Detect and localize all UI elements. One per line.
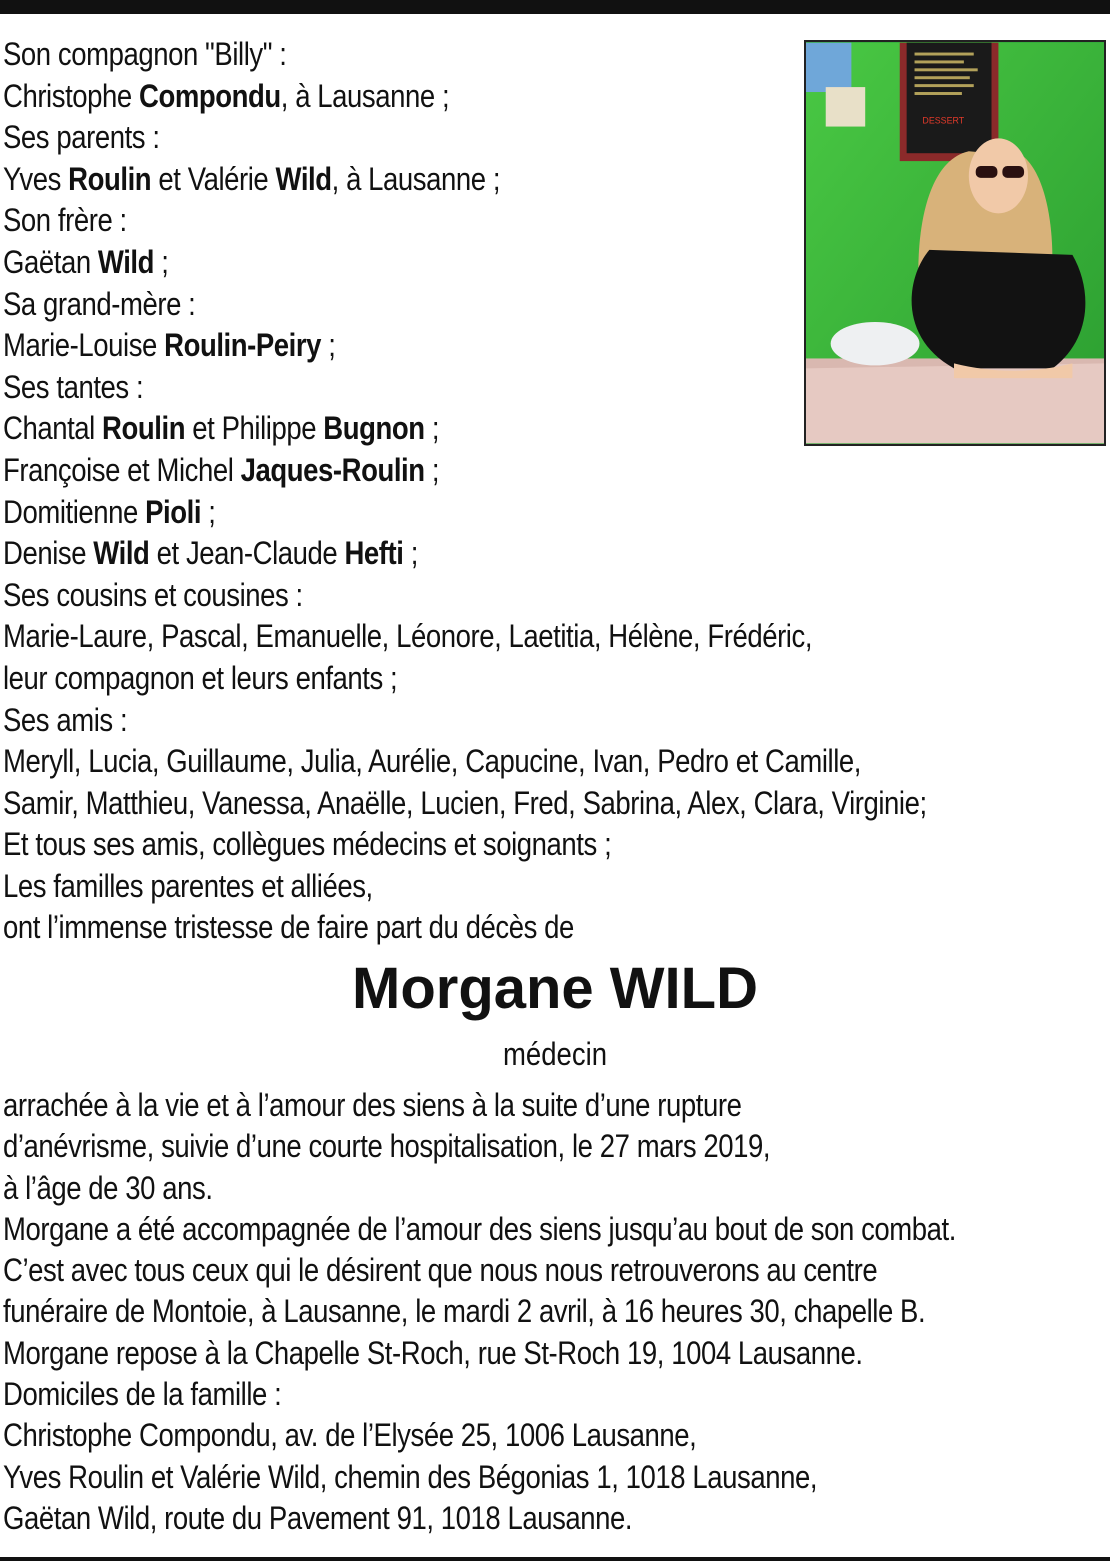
family-line (3, 658, 1018, 700)
family-line (3, 783, 1018, 825)
family-surname: Jaques-Roulin (240, 451, 425, 488)
family-line (3, 700, 1018, 742)
family-surname: Pioli (145, 493, 202, 530)
family-text: Samir, Matthieu, Vanessa, Anaëlle, Lucien, Fred, Sabrina, Alex, Clara, Virginie; (3, 784, 927, 821)
family-text: ; (424, 410, 440, 447)
family-line (3, 367, 682, 409)
announcement-text (3, 1085, 1110, 1539)
bottom-rule (0, 1557, 1110, 1561)
family-surname: Bugnon (323, 410, 425, 447)
family-surname: Roulin-Peiry (164, 327, 322, 364)
family-list (3, 34, 927, 949)
announcement-line: funéraire de Montoie, à Lausanne, le mardi 2 avril, à 16 heures 30, chapelle B. (3, 1293, 926, 1330)
family-text: Christophe (3, 77, 140, 114)
family-surname: Roulin (68, 160, 152, 197)
family-line (3, 824, 1018, 866)
family-surname: Wild (97, 243, 155, 280)
family-text: Denise (3, 535, 94, 572)
family-text: Françoise et Michel (3, 451, 241, 488)
family-text: Gaëtan (3, 243, 98, 280)
family-text: Yves (3, 160, 69, 197)
family-line (3, 533, 682, 575)
family-surname: Wild (275, 160, 332, 197)
top-rule (0, 0, 1110, 14)
family-line (3, 575, 682, 617)
family-text: Chantal (3, 410, 103, 447)
family-text: , à Lausanne ; (331, 160, 501, 197)
family-text: ont l’immense tristesse de faire part du décès de (3, 909, 574, 946)
deceased-name: Morgane WILD (352, 956, 758, 1021)
family-line (3, 450, 682, 492)
family-surname: Compondu (139, 77, 281, 114)
announcement-line: Christophe Compondu, av. de l’Elysée 25, 1006 Lausanne, (3, 1417, 697, 1454)
family-text: Les familles parentes et alliées, (3, 867, 373, 904)
family-line (3, 325, 682, 367)
family-text: ; (321, 327, 336, 364)
family-text: et Jean-Claude (149, 535, 345, 572)
family-text: Sa grand-mère : (3, 285, 196, 322)
family-text: ; (201, 493, 216, 530)
announcement-line: Morgane repose à la Chapelle St-Roch, rue St-Roch 19, 1004 Lausanne. (3, 1334, 863, 1371)
family-text: Ses tantes : (3, 368, 144, 405)
family-text: ; (154, 243, 169, 280)
family-text: Marie-Louise (3, 327, 165, 364)
family-text: et Philippe (185, 410, 324, 447)
family-line (3, 907, 1018, 949)
family-line (3, 200, 682, 242)
announcement-line: à l’âge de 30 ans. (3, 1169, 213, 1206)
menu-sign-text: DESSERT (922, 115, 965, 126)
family-text: Meryll, Lucia, Guillaume, Julia, Aurélie, Capucine, Ivan, Pedro et Camille, (3, 743, 861, 780)
family-text: Ses parents : (3, 119, 160, 156)
family-text: Ses cousins et cousines : (3, 576, 303, 613)
family-line (3, 76, 682, 118)
family-text: Et tous ses amis, collègues médecins et soignants ; (3, 826, 612, 863)
family-text: , à Lausanne ; (280, 77, 450, 114)
family-line (3, 34, 682, 76)
family-text: Son compagnon "Billy" : (3, 36, 287, 72)
family-text: Ses amis : (3, 701, 128, 738)
family-text: ; (403, 535, 418, 572)
family-line (3, 492, 682, 534)
family-text: Domitienne (3, 493, 146, 530)
family-surname: Wild (93, 535, 150, 572)
family-text: ; (424, 451, 440, 488)
family-surname: Hefti (344, 535, 404, 572)
announcement-line: Gaëtan Wild, route du Pavement 91, 1018 Lausanne. (3, 1499, 633, 1536)
family-text: et Valérie (151, 160, 276, 197)
announcement-line: Domiciles de la famille : (3, 1376, 282, 1413)
family-line (3, 616, 1018, 658)
family-line (3, 284, 682, 326)
announcement-line: d’anévrisme, suivie d’une courte hospitalisation, le 27 mars 2019, (3, 1128, 771, 1165)
family-line (3, 741, 1018, 783)
portrait-photo (804, 40, 1106, 446)
family-line (3, 866, 1018, 908)
family-text: Marie-Laure, Pascal, Emanuelle, Léonore, Laetitia, Hélène, Frédéric, (3, 618, 813, 655)
family-line (3, 117, 682, 159)
family-text: Son frère : (3, 202, 127, 239)
portrait-illustration (806, 42, 1104, 444)
announcement-line: Yves Roulin et Valérie Wild, chemin des Bégonias 1, 1018 Lausanne, (3, 1458, 818, 1495)
family-line (3, 242, 682, 284)
family-surname: Roulin (102, 410, 186, 447)
family-line (3, 159, 682, 201)
announcement-line: C’est avec tous ceux qui le désirent que nous nous retrouverons au centre (3, 1252, 878, 1289)
deceased-profession: médecin (502, 1036, 608, 1072)
family-text: leur compagnon et leurs enfants ; (3, 659, 398, 696)
announcement-line: arrachée à la vie et à l’amour des siens à la suite d’une rupture (3, 1087, 742, 1123)
announcement-line: Morgane a été accompagnée de l’amour des siens jusqu’au bout de son combat. (3, 1210, 956, 1247)
family-line (3, 408, 682, 450)
